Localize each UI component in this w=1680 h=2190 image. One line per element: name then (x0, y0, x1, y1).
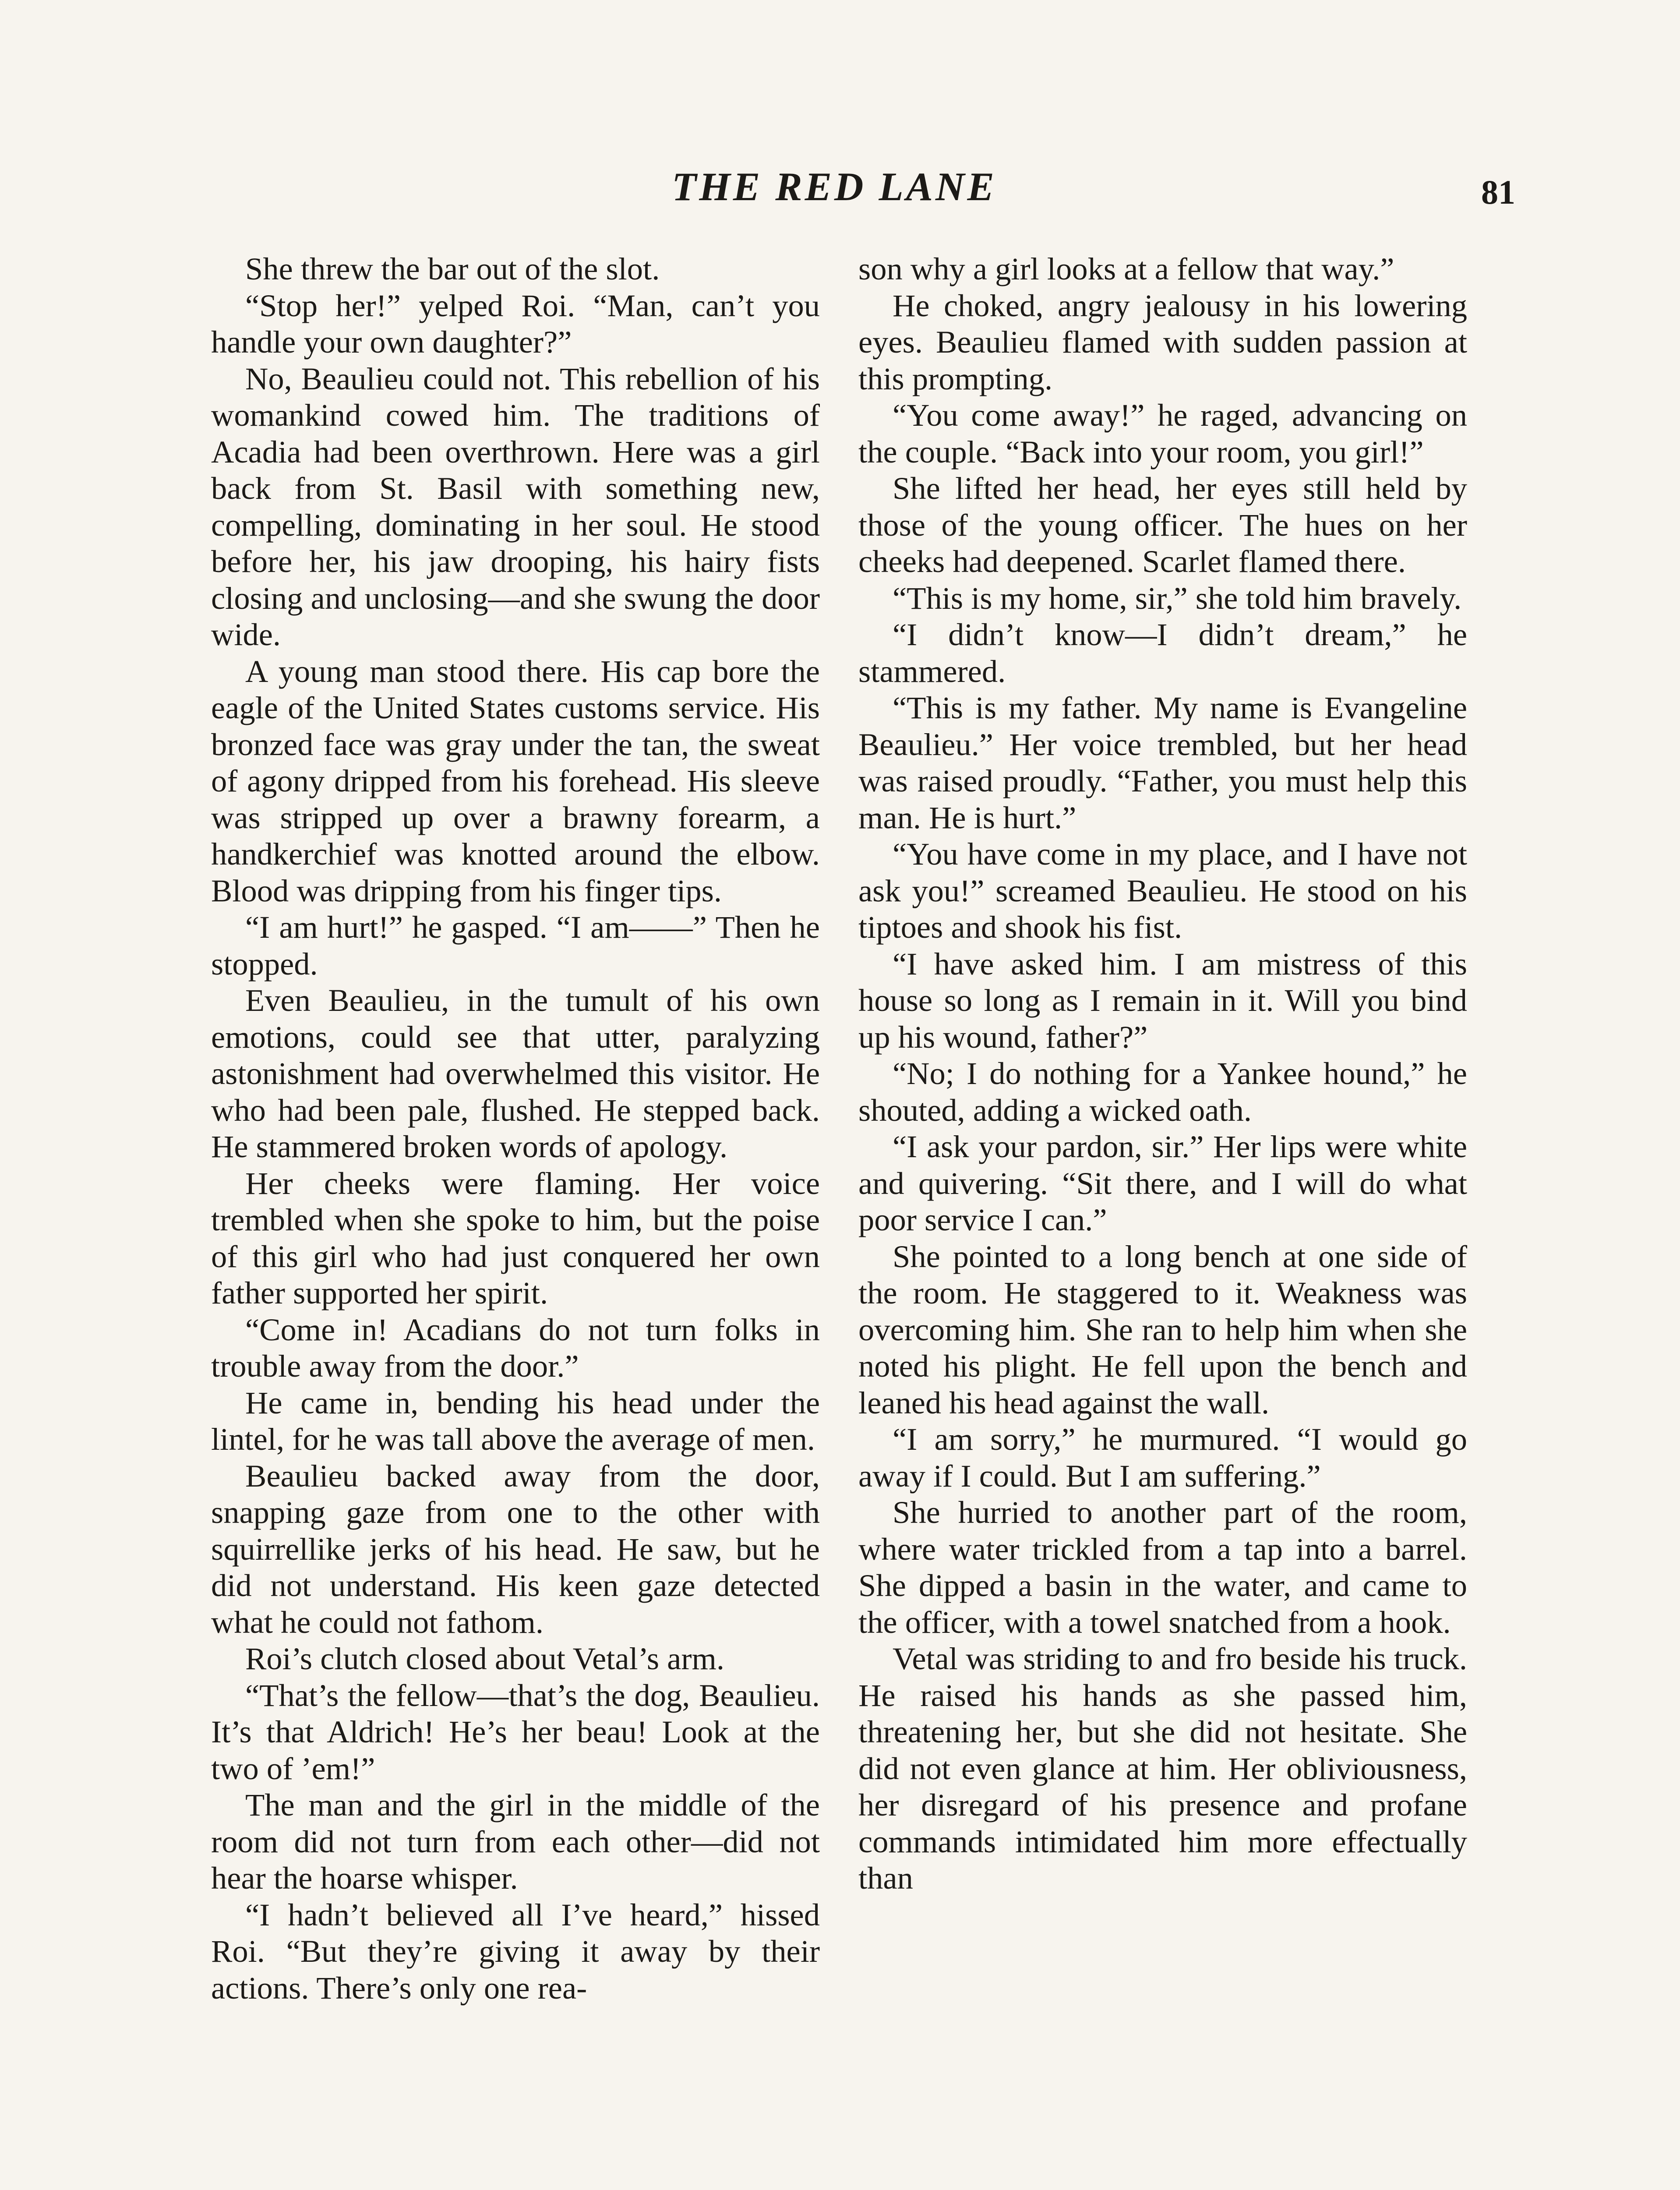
paragraph: “I have asked him. I am mistress of this house so long as I remain in it. Will you bind up his wound, father?” (858, 946, 1467, 1055)
paragraph: She pointed to a long bench at one side of the room. He staggered to it. Weakness was overcoming him. She ran to help him when she noted his plight. He fell upon the bench and leaned his head against the wall. (858, 1238, 1467, 1420)
running-title: THE RED LANE (672, 164, 997, 209)
paragraph: Vetal was striding to and fro beside his truck. He raised his hands as she passed him, threatening her, but she did not hesitate. She did not even glance at him. Her obliviousness, her disregard of his presence and profane commands intimidated him more effectually than (858, 1641, 1467, 1896)
paragraph: Her cheeks were flaming. Her voice trembled when she spoke to him, but the poise of this girl who had just conquered her own father supported her spirit. (211, 1165, 820, 1310)
text-column-right (858, 251, 1467, 1897)
paragraph: He choked, angry jealousy in his lowering eyes. Beaulieu flamed with sudden passion at this prompting. (858, 287, 1467, 396)
paragraph: “Stop her!” yelped Roi. “Man, can’t you handle your own daughter?” (211, 287, 820, 360)
paragraph: Roi’s clutch closed about Vetal’s arm. (245, 1641, 725, 1676)
paragraph: She lifted her head, her eyes still held by those of the young officer. The hues on her cheeks had deepened. Scarlet flamed there. (858, 470, 1467, 579)
page-number: 81 (1481, 173, 1515, 211)
paragraph: She threw the bar out of the slot. (245, 251, 660, 286)
paragraph: “This is my home, sir,” she told him bravely. (893, 580, 1462, 616)
text-column-left (211, 251, 820, 2006)
paragraph: The man and the girl in the middle of the room did not turn from each other—did not hear the hoarse whisper. (211, 1787, 820, 1896)
paragraph: “That’s the fellow—that’s the dog, Beaulieu. It’s that Aldrich! He’s her beau! Look at the two of ’em!” (211, 1677, 820, 1786)
paragraph: “No; I do nothing for a Yankee hound,” he shouted, adding a wicked oath. (858, 1056, 1467, 1128)
paragraph: “I ask your pardon, sir.” Her lips were white and quivering. “Sit there, and I will do what poor service I can.” (858, 1129, 1467, 1237)
paragraph: A young man stood there. His cap bore the eagle of the United States customs service. His bronzed face was gray under the tan, the sweat of agony dripped from his forehead. His sleeve was stripped up over a brawny forearm, a handkerchief was knotted around the elbow. Blood was dripping from his finger tips. (211, 653, 820, 908)
paragraph: “You have come in my place, and I have not ask you!” screamed Beaulieu. He stood on his tiptoes and shook his fist. (858, 836, 1467, 945)
paragraph: “I am hurt!” he gasped. “I am——” Then he stopped. (211, 909, 820, 982)
paragraph: “This is my father. My name is Evangeline Beaulieu.” Her voice trembled, but her head was raised proudly. “Father, you must help this man. He is hurt.” (858, 690, 1467, 835)
paragraph: She hurried to another part of the room, where water trickled from a tap into a barrel. She dipped a basin in the water, and came to the officer, with a towel snatched from a hook. (858, 1494, 1467, 1640)
paragraph: He came in, bending his head under the lintel, for he was tall above the average of men. (211, 1385, 820, 1457)
paragraph: No, Beaulieu could not. This rebellion of his womankind cowed him. The traditions of Acadia had been overthrown. Here was a girl back from St. Basil with something new, compelling, dominating in her soul. He stood before her, his jaw drooping, his hairy fists closing and unclosing—and she swung the door wide. (211, 360, 820, 652)
paragraph: “You come away!” he raged, advancing on the couple. “Back into your room, you girl!” (858, 397, 1467, 470)
paragraph: Beaulieu backed away from the door, snapping gaze from one to the other with squirrellike jerks of his head. He saw, but he did not understand. His keen gaze detected what he could not fathom. (211, 1458, 820, 1640)
paragraph: “I didn’t know—I didn’t dream,” he stammered. (858, 617, 1467, 689)
paragraph-continued: son why a girl looks at a fellow that way.” (858, 251, 1394, 286)
paragraph: “Come in! Acadians do not turn folks in trouble away from the door.” (211, 1311, 820, 1384)
paragraph: Even Beaulieu, in the tumult of his own emotions, could see that utter, paralyzing astonishment had overwhelmed this visitor. He who had been pale, flushed. He stepped back. He stammered broken words of apology. (211, 982, 820, 1164)
paragraph: “I hadn’t believed all I’ve heard,” hissed Roi. “But they’re giving it away by their actions. There’s only one rea- (211, 1897, 820, 2006)
paragraph: “I am sorry,” he murmured. “I would go away if I could. But I am suffering.” (858, 1421, 1467, 1494)
